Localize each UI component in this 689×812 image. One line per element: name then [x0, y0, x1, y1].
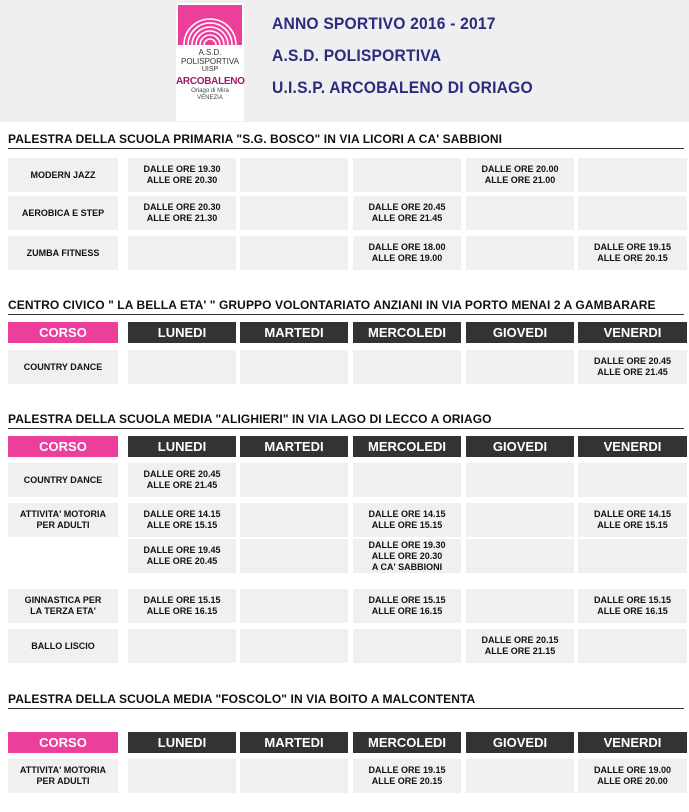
header-banner	[0, 0, 689, 122]
course-name-cell-line: MODERN JAZZ	[30, 169, 96, 180]
time-slot-cell-line: ALLE ORE 15.15	[371, 520, 443, 530]
time-slot-cell-line: DALLE ORE 20.15	[481, 635, 559, 645]
time-slot-cell-line: ALLE ORE 19.00	[371, 253, 443, 263]
time-slot-cell	[240, 196, 348, 230]
time-slot-cell	[578, 236, 687, 270]
time-slot-cell	[128, 629, 236, 663]
time-slot-cell-line: ALLE ORE 16.15	[146, 606, 218, 616]
time-slot-cell	[353, 236, 461, 270]
column-header-martedi: MARTEDI	[240, 436, 348, 457]
time-slot-cell	[353, 539, 461, 573]
time-slot-cell	[128, 463, 236, 497]
time-slot-cell-line: ALLE ORE 15.15	[597, 520, 668, 530]
time-slot-cell	[240, 158, 348, 192]
time-slot-cell	[240, 589, 348, 623]
time-slot-cell	[353, 463, 461, 497]
time-slot-cell-line: ALLE ORE 16.15	[371, 606, 443, 616]
time-slot-cell-line: ALLE ORE 20.15	[597, 253, 668, 263]
column-header-martedi: MARTEDI	[240, 322, 348, 343]
schedule-row	[8, 759, 688, 793]
column-header-venerdi: VENERDI	[578, 732, 687, 753]
schedule-row	[8, 463, 688, 497]
time-slot-cell-line: DALLE ORE 20.45	[143, 469, 221, 479]
column-header-mercoledi: MERCOLEDI	[353, 732, 461, 753]
column-header-lunedi: LUNEDI	[128, 436, 236, 457]
time-slot-cell	[353, 196, 461, 230]
section-title: PALESTRA DELLA SCUOLA PRIMARIA "S.G. BOSCO" IN VIA LICORI A CA' SABBIONI	[8, 132, 684, 149]
course-name-cell-line: ATTIVITA' MOTORIA	[19, 509, 107, 519]
season-title: ANNO SPORTIVO 2016 - 2017	[272, 14, 496, 33]
time-slot-cell	[240, 350, 348, 384]
course-name-cell-line: GINNASTICA PER	[24, 595, 102, 605]
time-slot-cell	[578, 158, 687, 192]
time-slot-cell	[466, 503, 574, 537]
logo-sub1: Oriago di Mira	[191, 88, 229, 94]
column-header-lunedi: LUNEDI	[128, 322, 236, 343]
time-slot-cell	[128, 759, 236, 793]
logo-name: ARCOBALENO	[176, 76, 245, 87]
time-slot-cell	[353, 629, 461, 663]
course-name-cell-line: AEROBICA E STEP	[21, 207, 105, 218]
time-slot-cell	[240, 629, 348, 663]
course-name-cell	[8, 589, 118, 623]
time-slot-cell-line: DALLE ORE 14.15	[593, 509, 672, 519]
time-slot-cell	[128, 196, 236, 230]
time-slot-cell	[466, 463, 574, 497]
time-slot-cell-line: ALLE ORE 20.45	[146, 556, 218, 566]
column-header-corso: CORSO	[8, 322, 118, 343]
time-slot-cell-line: DALLE ORE 15.15	[593, 595, 672, 605]
time-slot-cell	[578, 503, 687, 537]
time-slot-cell-line: ALLE ORE 21.45	[597, 367, 668, 377]
course-name-cell-line: ZUMBA FITNESS	[26, 247, 100, 258]
course-name-cell	[8, 158, 118, 192]
time-slot-cell	[466, 158, 574, 192]
time-slot-cell	[466, 539, 574, 573]
course-name-cell	[8, 503, 118, 537]
time-slot-cell	[578, 196, 687, 230]
column-header-mercoledi: MERCOLEDI	[353, 322, 461, 343]
column-header-mercoledi: MERCOLEDI	[353, 436, 461, 457]
time-slot-cell	[353, 589, 461, 623]
time-slot-cell-line: DALLE ORE 20.45	[593, 356, 672, 366]
course-name-cell-line: COUNTRY DANCE	[23, 474, 103, 485]
time-slot-cell-line: DALLE ORE 18.00	[368, 242, 446, 252]
time-slot-cell	[128, 503, 236, 537]
course-name-cell	[8, 196, 118, 230]
time-slot-cell-line: ALLE ORE 20.30	[371, 550, 443, 561]
schedule-row	[8, 629, 688, 663]
time-slot-cell	[128, 589, 236, 623]
time-slot-cell	[128, 350, 236, 384]
time-slot-cell-line: DALLE ORE 14.15	[368, 509, 446, 519]
time-slot-cell	[128, 539, 236, 573]
column-header-martedi: MARTEDI	[240, 732, 348, 753]
time-slot-cell	[240, 503, 348, 537]
time-slot-cell-line: DALLE ORE 20.45	[368, 202, 446, 212]
time-slot-cell	[240, 759, 348, 793]
club-subtitle: U.I.S.P. ARCOBALENO DI ORIAGO	[272, 78, 533, 97]
course-name-cell-line: ATTIVITA' MOTORIA	[19, 765, 107, 775]
time-slot-cell	[240, 539, 348, 573]
column-header-corso: CORSO	[8, 436, 118, 457]
time-slot-cell	[466, 589, 574, 623]
time-slot-cell-line: ALLE ORE 20.15	[371, 776, 443, 786]
time-slot-cell	[353, 158, 461, 192]
logo-sub2: VENEZIA	[197, 95, 223, 101]
schedule-row	[8, 589, 688, 623]
course-name-cell-line: PER ADULTI	[36, 776, 90, 786]
course-name-cell	[8, 463, 118, 497]
schedule-row	[8, 236, 688, 270]
column-header-venerdi: VENERDI	[578, 322, 687, 343]
time-slot-cell-line: DALLE ORE 14.15	[143, 509, 221, 519]
course-name-cell	[8, 629, 118, 663]
arcobaleno-logo	[176, 3, 244, 121]
course-name-cell-line: BALLO LISCIO	[31, 640, 95, 651]
time-slot-cell	[128, 158, 236, 192]
time-slot-cell-line: ALLE ORE 21.45	[146, 480, 218, 490]
schedule-row	[8, 196, 688, 230]
time-slot-cell	[466, 196, 574, 230]
time-slot-cell-line: ALLE ORE 20.00	[597, 776, 668, 786]
time-slot-cell	[353, 759, 461, 793]
time-slot-cell	[466, 629, 574, 663]
time-slot-cell-line: DALLE ORE 19.45	[143, 545, 221, 555]
rainbow-logo-icon	[178, 5, 242, 45]
logo-line2: POLISPORTIVA	[181, 57, 239, 66]
section-title: PALESTRA DELLA SCUOLA MEDIA "ALIGHIERI" IN VIA LAGO DI LECCO A ORIAGO	[8, 412, 684, 429]
time-slot-cell-line: ALLE ORE 20.30	[146, 175, 218, 185]
time-slot-cell-line: DALLE ORE 15.15	[143, 595, 221, 605]
logo-line1: A.S.D.	[198, 48, 222, 57]
column-header-venerdi: VENERDI	[578, 436, 687, 457]
time-slot-cell	[240, 236, 348, 270]
time-slot-cell	[578, 539, 687, 573]
time-slot-cell	[466, 350, 574, 384]
schedule-row	[8, 350, 688, 384]
time-slot-cell-line: ALLE ORE 21.00	[484, 175, 556, 185]
time-slot-cell-line: ALLE ORE 21.15	[484, 646, 556, 656]
time-slot-cell	[578, 589, 687, 623]
column-header-giovedi: GIOVEDI	[466, 436, 574, 457]
logo-line3: UISP	[201, 66, 219, 73]
course-name-cell-line: COUNTRY DANCE	[23, 361, 103, 372]
time-slot-cell-line: DALLE ORE 19.00	[593, 765, 672, 775]
time-slot-cell	[578, 629, 687, 663]
column-header-giovedi: GIOVEDI	[466, 732, 574, 753]
time-slot-cell	[578, 463, 687, 497]
course-name-cell	[8, 350, 118, 384]
time-slot-cell-line: DALLE ORE 19.30	[368, 539, 446, 550]
time-slot-cell	[240, 463, 348, 497]
column-header-corso: CORSO	[8, 732, 118, 753]
column-header-lunedi: LUNEDI	[128, 732, 236, 753]
course-name-cell-line: PER ADULTI	[36, 520, 90, 530]
course-name-cell	[8, 539, 118, 573]
time-slot-cell-line: DALLE ORE 19.30	[143, 164, 221, 174]
time-slot-cell	[466, 236, 574, 270]
time-slot-cell	[578, 350, 687, 384]
time-slot-cell	[466, 759, 574, 793]
time-slot-cell-line: ALLE ORE 15.15	[146, 520, 218, 530]
time-slot-cell-line: ALLE ORE 21.30	[146, 213, 218, 223]
time-slot-cell-line: ALLE ORE 21.45	[371, 213, 443, 223]
time-slot-cell-line: DALLE ORE 19.15	[593, 242, 672, 252]
time-slot-cell	[578, 759, 687, 793]
time-slot-cell-line: DALLE ORE 15.15	[368, 595, 446, 605]
column-header-giovedi: GIOVEDI	[466, 322, 574, 343]
section-title: PALESTRA DELLA SCUOLA MEDIA "FOSCOLO" IN VIA BOITO A MALCONTENTA	[8, 692, 684, 709]
time-slot-cell	[353, 503, 461, 537]
course-name-cell-line: LA TERZA ETA'	[30, 606, 96, 616]
time-slot-cell-line: ALLE ORE 16.15	[597, 606, 668, 616]
time-slot-cell-line: DALLE ORE 19.15	[368, 765, 446, 775]
course-name-cell	[8, 236, 118, 270]
time-slot-cell-line: DALLE ORE 20.00	[481, 164, 559, 174]
time-slot-cell	[128, 236, 236, 270]
time-slot-cell-line: A CA' SABBIONI	[371, 561, 443, 572]
section-title: CENTRO CIVICO " LA BELLA ETA' " GRUPPO VOLONTARIATO ANZIANI IN VIA PORTO MENAI 2 A GAMBARARE	[8, 298, 684, 315]
course-name-cell	[8, 759, 118, 793]
time-slot-cell-line: DALLE ORE 20.30	[143, 202, 221, 212]
schedule-row	[8, 539, 688, 573]
time-slot-cell	[353, 350, 461, 384]
schedule-row	[8, 158, 688, 192]
schedule-row	[8, 503, 688, 537]
club-title: A.S.D. POLISPORTIVA	[272, 46, 442, 65]
